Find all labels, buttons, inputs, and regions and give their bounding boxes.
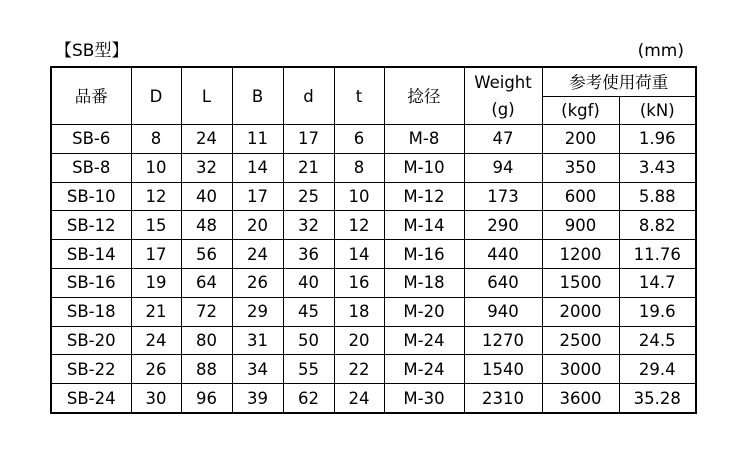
cell-part-no: SB-18 [51, 297, 131, 326]
cell-D: 10 [131, 153, 181, 182]
cell-B: 29 [232, 297, 283, 326]
cell-load-kn: 14.7 [619, 268, 696, 297]
header-B: B [232, 67, 283, 125]
cell-thread: M-14 [384, 211, 464, 240]
unit-label: (mm) [637, 41, 684, 61]
cell-part-no: SB-6 [51, 125, 131, 154]
cell-L: 88 [181, 355, 232, 384]
cell-t: 8 [334, 153, 384, 182]
table-row [51, 125, 696, 154]
cell-thread: M-24 [384, 355, 464, 384]
header-load-kn: (kN) [619, 97, 696, 125]
cell-thread: M-16 [384, 240, 464, 269]
cell-load-kgf: 2500 [542, 326, 619, 355]
cell-D: 19 [131, 268, 181, 297]
cell-t: 24 [334, 384, 384, 413]
cell-L: 80 [181, 326, 232, 355]
cell-D: 17 [131, 240, 181, 269]
header-thread: 捻径 [384, 67, 464, 125]
cell-thread: M-8 [384, 125, 464, 154]
cell-load-kgf: 3600 [542, 384, 619, 413]
cell-D: 12 [131, 182, 181, 211]
cell-thread: M-18 [384, 268, 464, 297]
cell-load-kn: 8.82 [619, 211, 696, 240]
cell-thread: M-10 [384, 153, 464, 182]
cell-load-kn: 5.88 [619, 182, 696, 211]
cell-B: 11 [232, 125, 283, 154]
cell-part-no: SB-22 [51, 355, 131, 384]
header-load: 参考使用荷重 [542, 67, 696, 97]
cell-load-kn: 11.76 [619, 240, 696, 269]
cell-part-no: SB-16 [51, 268, 131, 297]
header-t: t [334, 67, 384, 125]
header-weight-unit: (g) [491, 100, 515, 119]
cell-load-kgf: 3000 [542, 355, 619, 384]
spec-table [50, 66, 697, 414]
header-load-kgf: (kgf) [542, 97, 619, 125]
cell-thread: M-24 [384, 326, 464, 355]
table-row [51, 240, 696, 269]
cell-d: 50 [283, 326, 334, 355]
cell-t: 12 [334, 211, 384, 240]
cell-weight: 940 [464, 297, 542, 326]
cell-load-kgf: 200 [542, 125, 619, 154]
cell-D: 15 [131, 211, 181, 240]
cell-weight: 440 [464, 240, 542, 269]
cell-load-kn: 1.96 [619, 125, 696, 154]
cell-d: 21 [283, 153, 334, 182]
cell-part-no: SB-20 [51, 326, 131, 355]
cell-d: 55 [283, 355, 334, 384]
cell-weight: 47 [464, 125, 542, 154]
cell-D: 26 [131, 355, 181, 384]
cell-B: 26 [232, 268, 283, 297]
cell-part-no: SB-24 [51, 384, 131, 413]
cell-t: 20 [334, 326, 384, 355]
cell-B: 17 [232, 182, 283, 211]
cell-load-kn: 35.28 [619, 384, 696, 413]
cell-weight: 290 [464, 211, 542, 240]
cell-L: 40 [181, 182, 232, 211]
cell-load-kn: 19.6 [619, 297, 696, 326]
cell-load-kgf: 1200 [542, 240, 619, 269]
cell-weight: 94 [464, 153, 542, 182]
table-body [51, 125, 696, 413]
cell-t: 10 [334, 182, 384, 211]
cell-load-kgf: 2000 [542, 297, 619, 326]
cell-B: 14 [232, 153, 283, 182]
header-D: D [131, 67, 181, 125]
cell-L: 96 [181, 384, 232, 413]
cell-D: 30 [131, 384, 181, 413]
cell-B: 31 [232, 326, 283, 355]
cell-d: 45 [283, 297, 334, 326]
header-L: L [181, 67, 232, 125]
cell-t: 22 [334, 355, 384, 384]
cell-part-no: SB-14 [51, 240, 131, 269]
cell-weight: 640 [464, 268, 542, 297]
cell-weight: 1540 [464, 355, 542, 384]
cell-t: 16 [334, 268, 384, 297]
header-weight-label: Weight [474, 73, 532, 92]
cell-D: 8 [131, 125, 181, 154]
cell-D: 21 [131, 297, 181, 326]
table-row [51, 153, 696, 182]
cell-B: 24 [232, 240, 283, 269]
table-row [51, 326, 696, 355]
cell-B: 20 [232, 211, 283, 240]
cell-D: 24 [131, 326, 181, 355]
cell-load-kn: 3.43 [619, 153, 696, 182]
cell-d: 32 [283, 211, 334, 240]
table-row [51, 297, 696, 326]
cell-load-kgf: 350 [542, 153, 619, 182]
cell-L: 24 [181, 125, 232, 154]
cell-d: 40 [283, 268, 334, 297]
cell-t: 6 [334, 125, 384, 154]
cell-weight: 173 [464, 182, 542, 211]
cell-load-kgf: 1500 [542, 268, 619, 297]
cell-load-kgf: 600 [542, 182, 619, 211]
cell-load-kn: 29.4 [619, 355, 696, 384]
cell-d: 62 [283, 384, 334, 413]
cell-L: 32 [181, 153, 232, 182]
table-row [51, 211, 696, 240]
cell-load-kgf: 900 [542, 211, 619, 240]
table-row [51, 384, 696, 413]
cell-B: 34 [232, 355, 283, 384]
cell-d: 25 [283, 182, 334, 211]
cell-thread: M-20 [384, 297, 464, 326]
cell-t: 18 [334, 297, 384, 326]
cell-part-no: SB-8 [51, 153, 131, 182]
cell-weight: 2310 [464, 384, 542, 413]
cell-B: 39 [232, 384, 283, 413]
cell-load-kn: 24.5 [619, 326, 696, 355]
cell-thread: M-12 [384, 182, 464, 211]
header-part-no: 品番 [51, 67, 131, 125]
table-row [51, 268, 696, 297]
cell-part-no: SB-12 [51, 211, 131, 240]
table-row [51, 355, 696, 384]
cell-part-no: SB-10 [51, 182, 131, 211]
cell-L: 72 [181, 297, 232, 326]
table-row [51, 182, 696, 211]
cell-d: 17 [283, 125, 334, 154]
cell-t: 14 [334, 240, 384, 269]
header-weight [464, 67, 542, 125]
cell-weight: 1270 [464, 326, 542, 355]
cell-thread: M-30 [384, 384, 464, 413]
cell-L: 56 [181, 240, 232, 269]
cell-L: 48 [181, 211, 232, 240]
cell-d: 36 [283, 240, 334, 269]
cell-L: 64 [181, 268, 232, 297]
table-caption: 【SB型】 [55, 41, 129, 61]
header-d: d [283, 67, 334, 125]
